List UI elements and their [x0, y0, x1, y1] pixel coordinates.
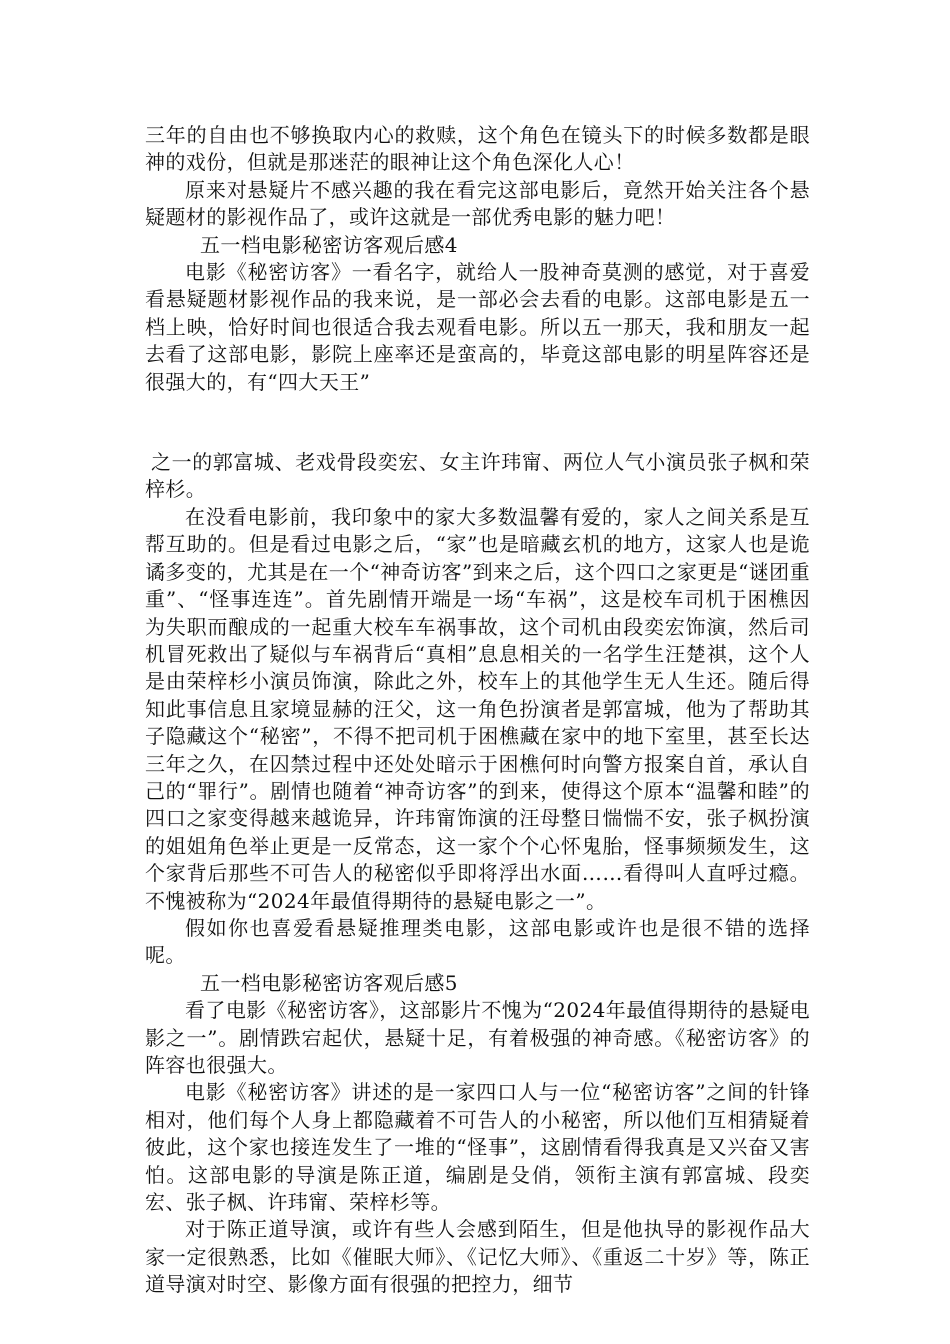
section-heading: 五一档电影秘密访客观后感5	[200, 970, 458, 995]
paragraph: 原来对悬疑片不感兴趣的我在看完这部电影后，竟然开始关注各个悬疑题材的影视作品了，或许这就是一部优秀电影的魅力吧！	[145, 177, 810, 230]
paragraph: 电影《秘密访客》一看名字，就给人一股神奇莫测的感觉，对于喜爱看悬疑题材影视作品的我来说，是一部必会去看的电影。这部电影是五一档上映，恰好时间也很适合我去观看电影。所以五一那天，我和朋友一起去看了这部电影，影院上座率还是蛮高的，毕竟这部电影的明星阵容还是很强大的，有“四大天王”	[145, 260, 810, 394]
paragraph: 之一的郭富城、老戏骨段奕宏、女主许玮甯、两位人气小演员张子枫和荣梓杉。	[145, 450, 810, 502]
page-break-gap	[145, 396, 810, 449]
paragraph: 看了电影《秘密访客》，这部影片不愧为“2024年最值得期待的悬疑电影之一”。剧情跌宕起伏，悬疑十足，有着极强的神奇感。《秘密访客》的阵容也很强大。	[145, 998, 810, 1077]
section-heading: 五一档电影秘密访客观后感4	[200, 232, 458, 257]
paragraph: 三年的自由也不够换取内心的救赎，这个角色在镜头下的时候多数都是眼神的戏份，但就是那迷茫的眼神让这个角色深化人心！	[145, 123, 810, 175]
paragraph: 电影《秘密访客》讲述的是一家四口人与一位“秘密访客”之间的针锋相对，他们每个人身上都隐藏着不可告人的小秘密，所以他们互相猜疑着彼此，这个家也接连发生了一堆的“怪事”，这剧情看得我真是又兴奋又害怕。这部电影的导演是陈正道，编剧是殳俏，领衔主演有郭富城、段奕宏、张子枫、许玮甯、荣梓杉等。	[145, 1080, 810, 1215]
document-page	[145, 122, 810, 1299]
paragraph: 假如你也喜爱看悬疑推理类电影，这部电影或许也是很不错的选择呢。	[145, 915, 810, 968]
paragraph: 在没看电影前，我印象中的家大多数温馨有爱的，家人之间关系是互帮互助的。但是看过电影之后，“家”也是暗藏玄机的地方，这家人也是诡谲多变的，尤其是在一个“神奇访客”到来之后，这个四口之家更是“谜团重重”、“怪事连连”。首先剧情开端是一场“车祸”，这是校车司机于困樵因为失职而酿成的一起重大校车车祸事故，这个司机由段奕宏饰演，然后司机冒死救出了疑似与车祸背后“真相”息息相关的一名学生汪楚祺，这个人是由荣梓杉小演员饰演，除此之外，校车上的其他学生无人生还。随后得知此事信息且家境显赫的汪父，这一角色扮演者是郭富城，他为了帮助其子隐藏这个“秘密”，不得不把司机于困樵藏在家中的地下室里，甚至长达三年之久，在囚禁过程中还处处暗示于困樵何时向警方报案自首，承认自己的“罪行”。剧情也随着“神奇访客”的到来，使得这个原本“温馨和睦”的四口之家变得越来越诡异，许玮甯饰演的汪母整日惴惴不安，张子枫扮演的姐姐角色举止更是一反常态，这一家个个心怀鬼胎，怪事频频发生，这个家背后那些不可告人的秘密似乎即将浮出水面……看得叫人直呼过瘾。不愧被称为“2024年最值得期待的悬疑电影之一”。	[145, 504, 810, 913]
paragraph: 对于陈正道导演，或许有些人会感到陌生，但是他执导的影视作品大家一定很熟悉，比如《催眠大师》、《记忆大师》、《重返二十岁》等，陈正道导演对时空、影像方面有很强的把控力，细节	[145, 1217, 810, 1297]
